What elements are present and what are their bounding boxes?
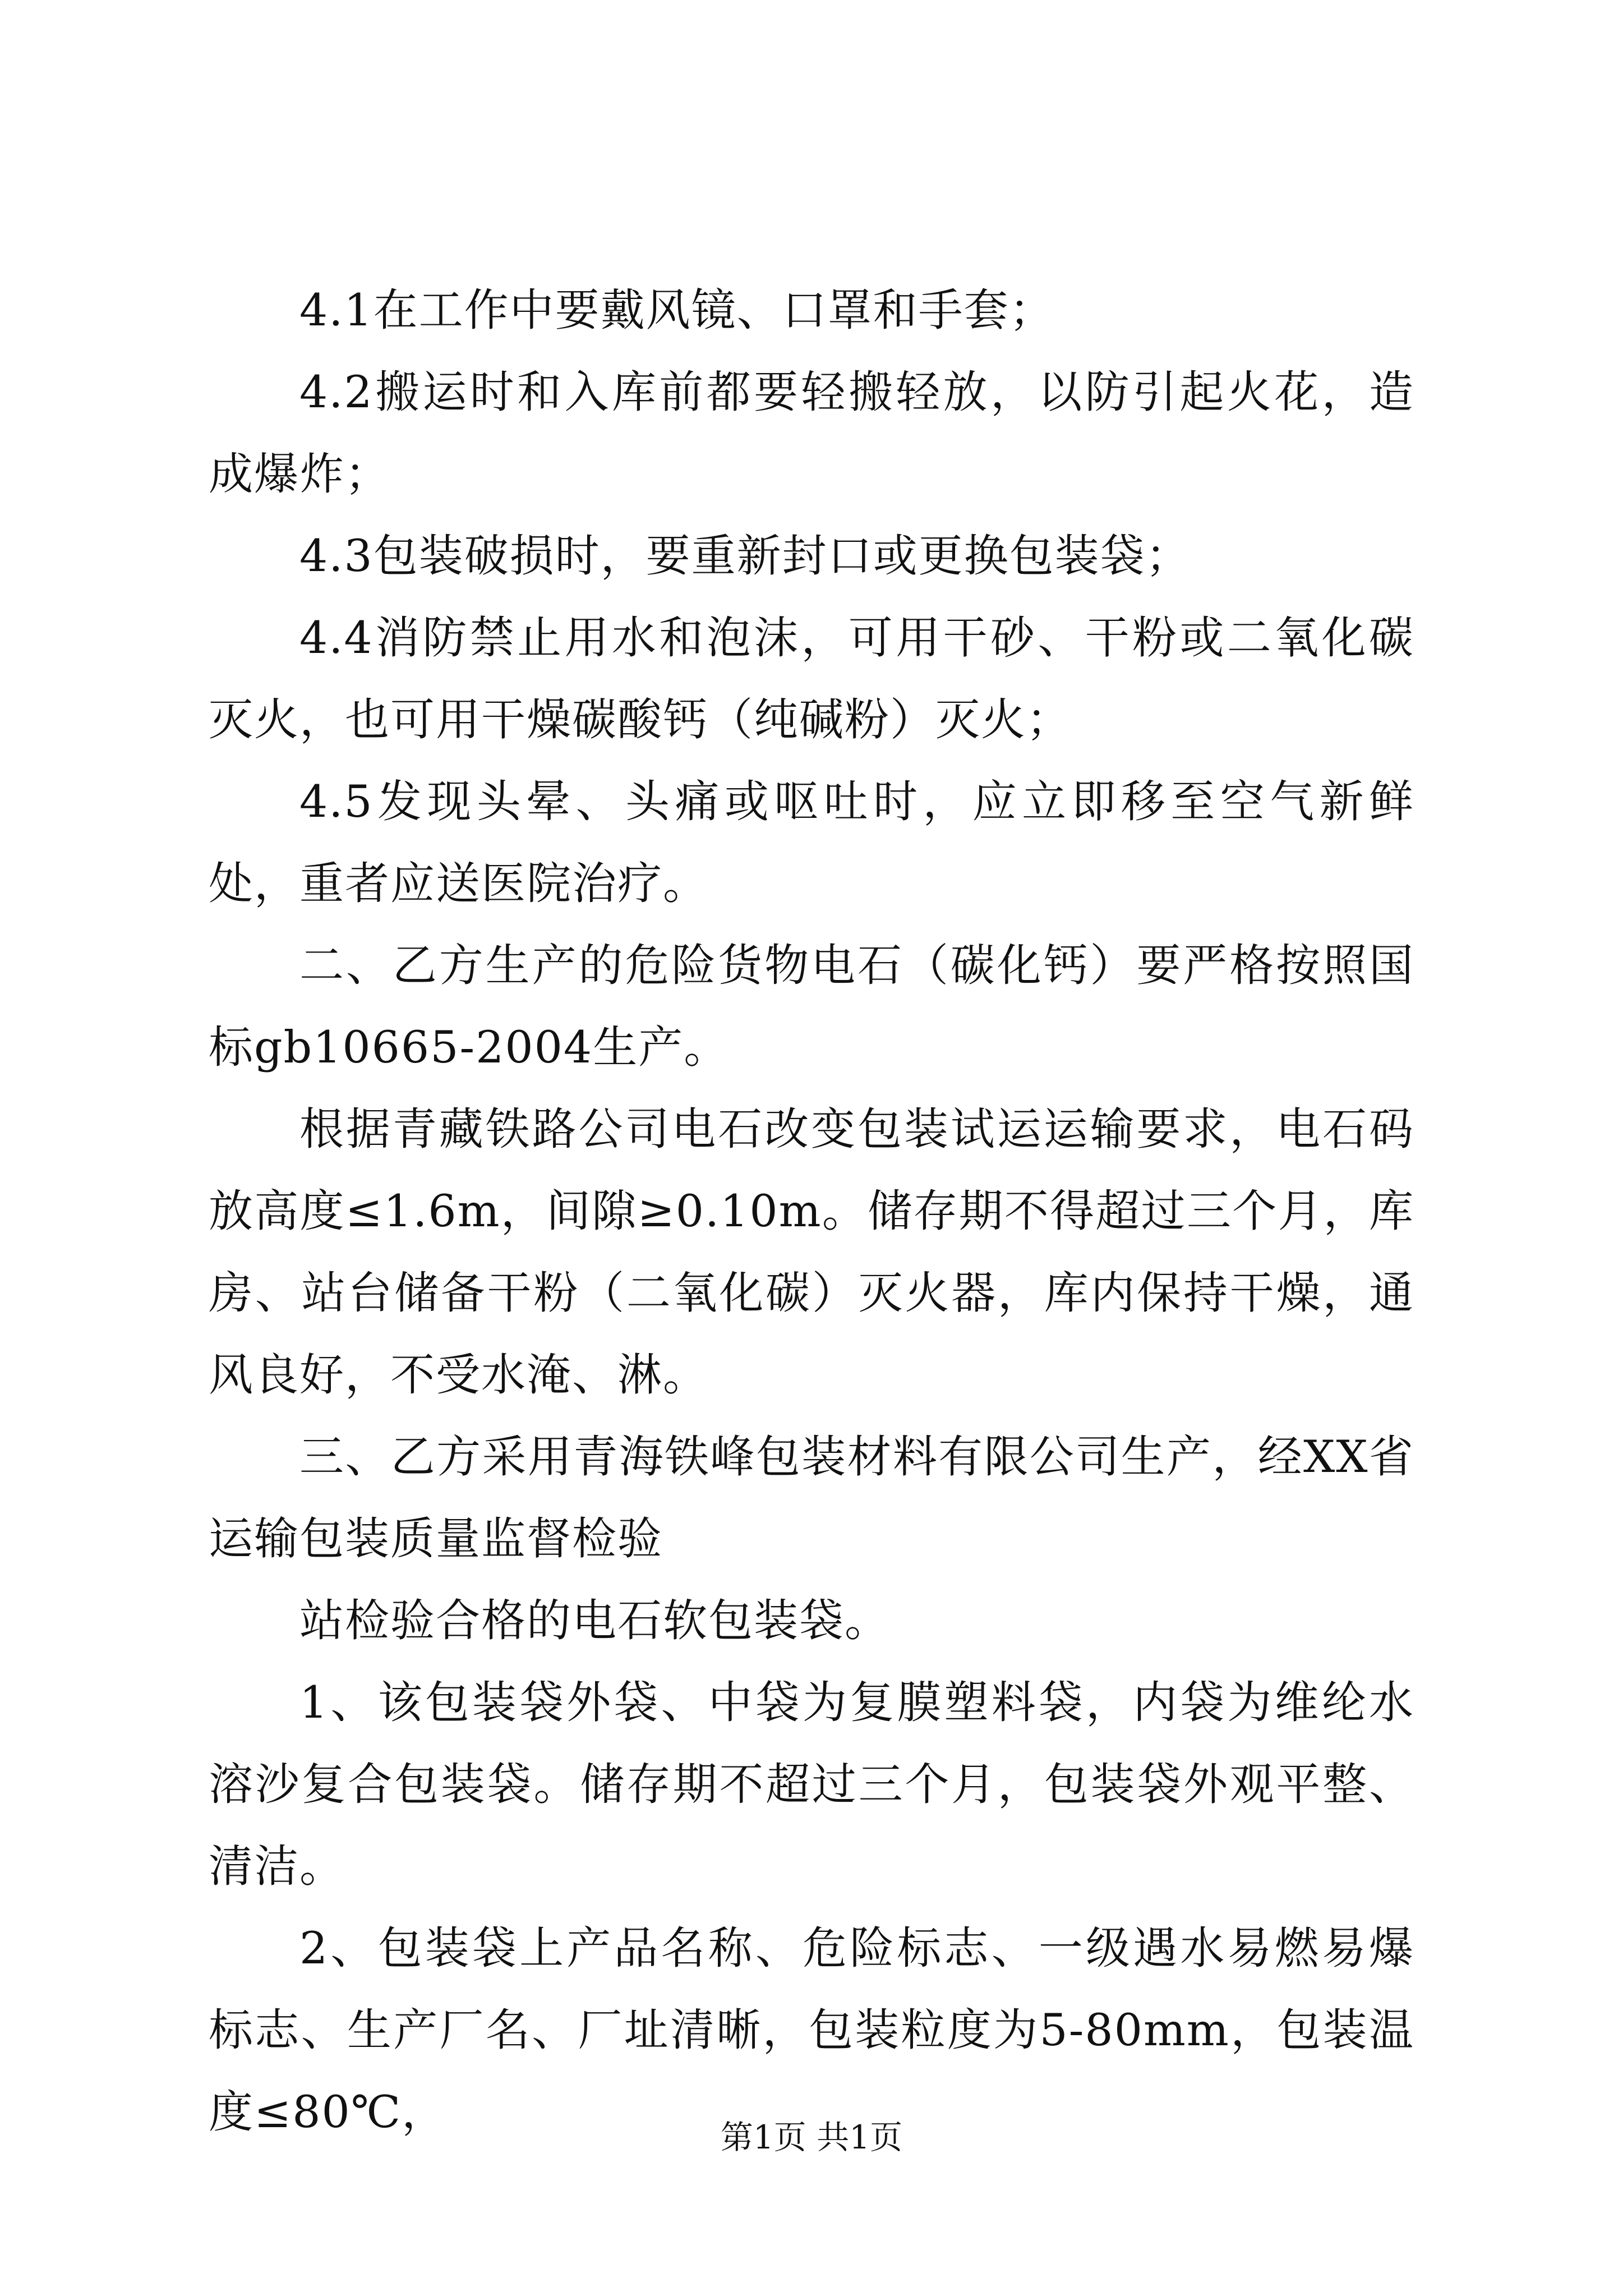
paragraph: 根据青藏铁路公司电石改变包装试运运输要求，电石码放高度≤1.6m，间隙≥0.10m。储存期不得超过三个月，库房、站台储备干粉（二氧化碳）灭火器，库内保持干燥，通风良好，不受水淹、淋。 (209, 1103, 1414, 1401)
paragraph: 2、包装袋上产品名称、危险标志、一级遇水易燃易爆标志、生产厂名、厂址清晰，包装粒度为5-80mm，包装温度≤80℃， (209, 1922, 1414, 2138)
document-body (209, 269, 1414, 2153)
paragraph: 三、乙方采用青海铁峰包装材料有限公司生产，经XX省运输包装质量监督检验 (209, 1431, 1414, 1565)
paragraph: 站检验合格的电石软包装袋。 (299, 1595, 890, 1646)
paragraph: 4.1在工作中要戴风镜、口罩和手套； (299, 284, 1055, 336)
paragraph: 4.2搬运时和入库前都要轻搬轻放，以防引起火花，造成爆炸； (209, 366, 1414, 500)
paragraph: 4.5发现头晕、头痛或呕吐时，应立即移至空气新鲜处，重者应送医院治疗。 (209, 776, 1414, 909)
paragraph: 4.3包装破损时，要重新封口或更换包装袋； (299, 530, 1191, 582)
paragraph: 二、乙方生产的危险货物电石（碳化钙）要严格按照国标gb10665-2004生产。 (209, 940, 1414, 1073)
page-footer: 第1页 共1页 (720, 2118, 903, 2156)
paragraph: 4.4消防禁止用水和泡沫，可用干砂、干粉或二氧化碳灭火，也可用干燥碳酸钙（纯碱粉）灭火； (209, 612, 1414, 746)
paragraph: 1、该包装袋外袋、中袋为复膜塑料袋，内袋为维纶水溶沙复合包装袋。储存期不超过三个月，包装袋外观平整、清洁。 (209, 1677, 1414, 1892)
